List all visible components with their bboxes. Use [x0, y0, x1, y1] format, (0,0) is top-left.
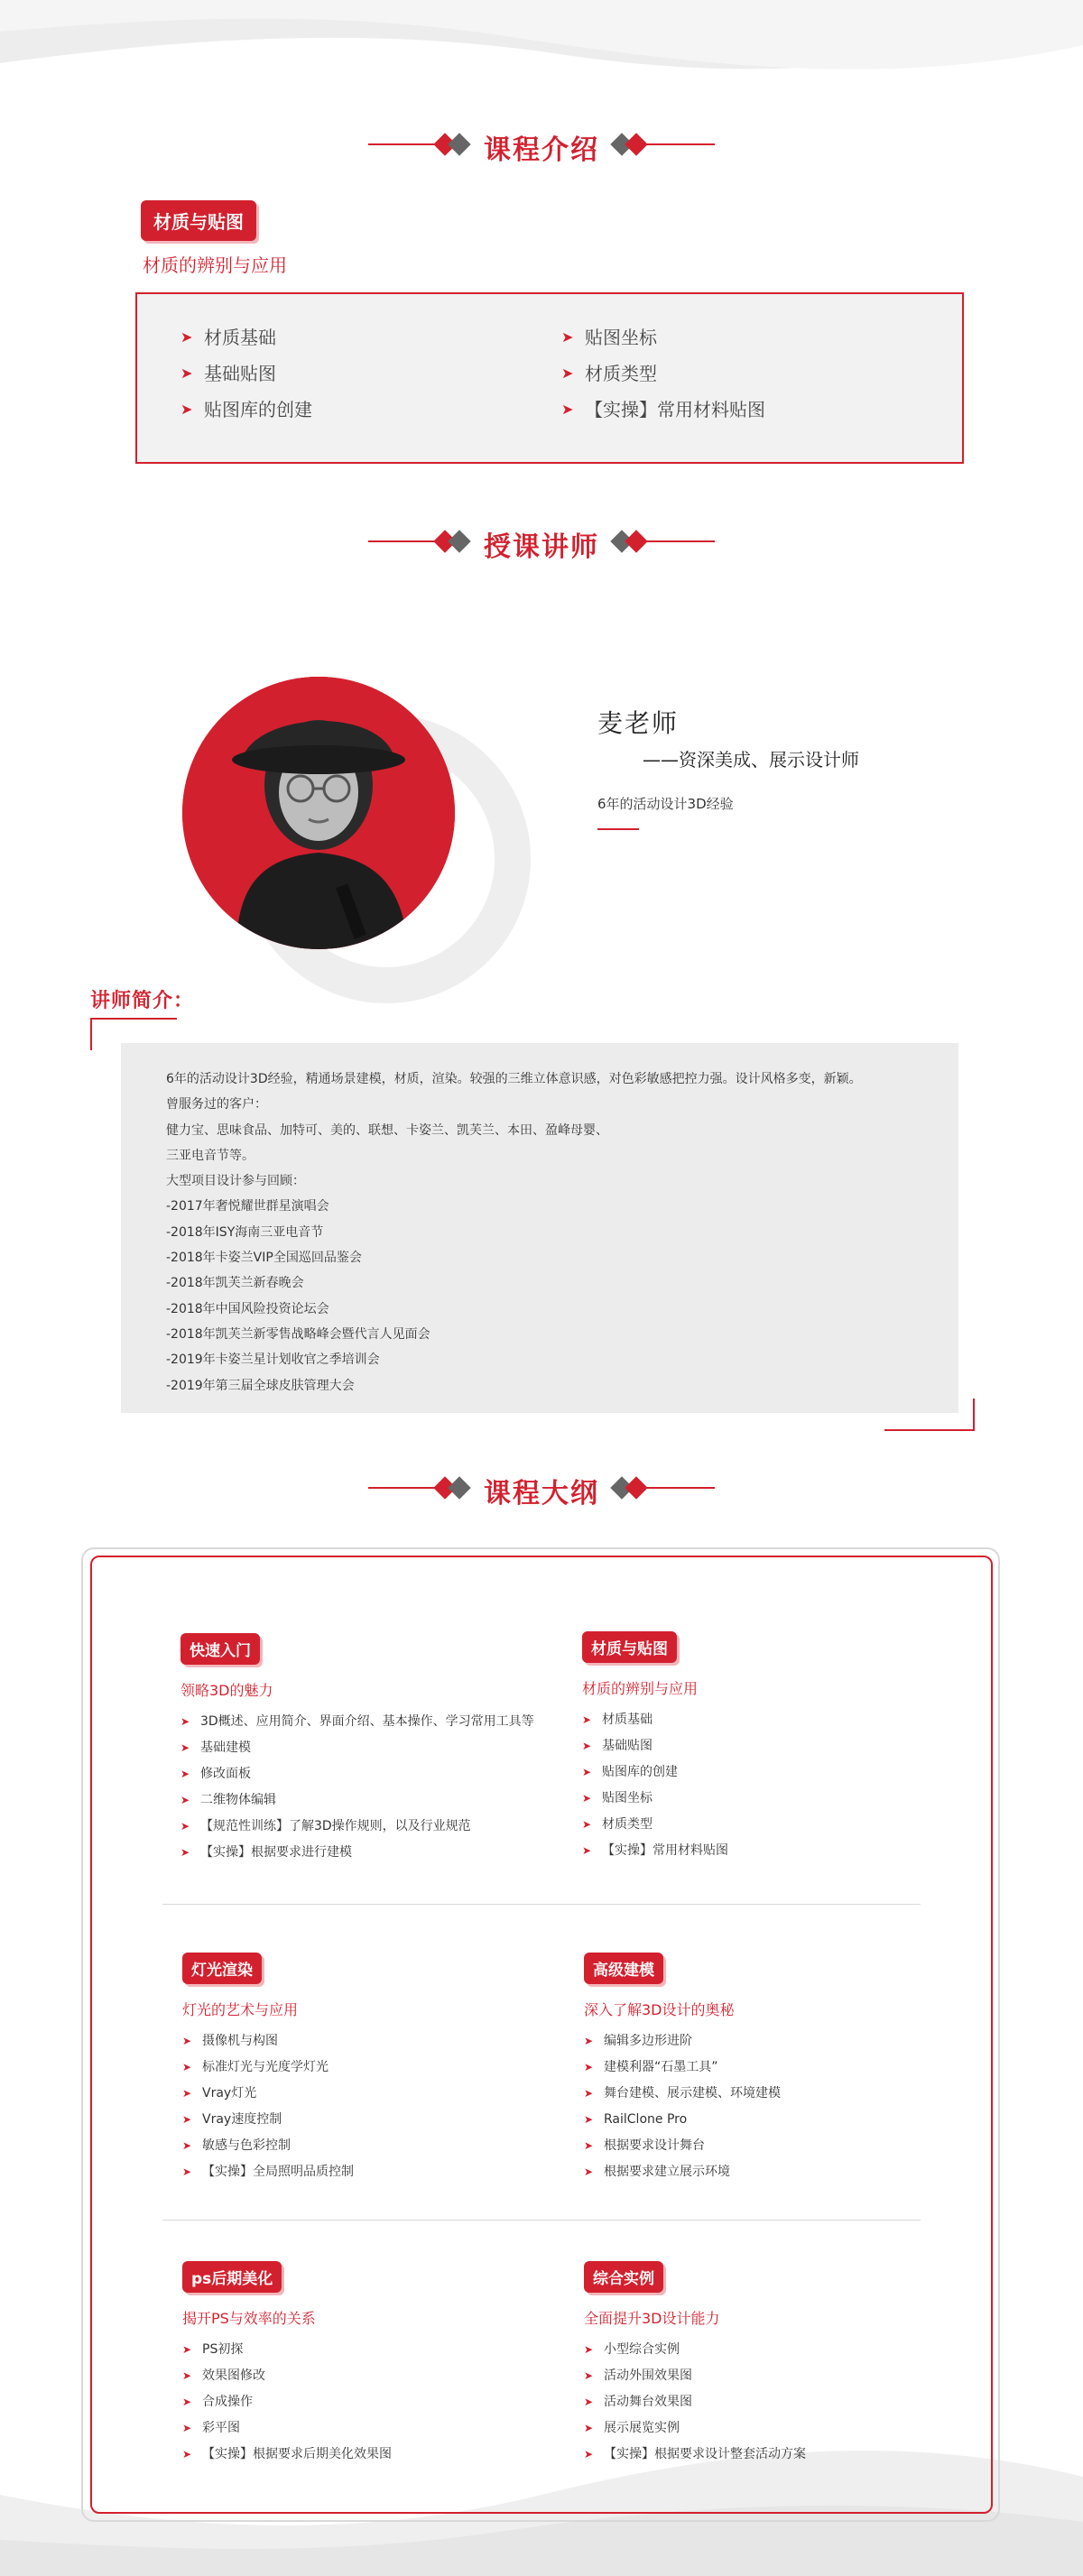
red-arrow-icon: ➤ — [182, 2165, 192, 2178]
list-item: ➤ 展示展览实例 — [584, 2415, 963, 2442]
list-item: ➤ 舞台建模、展示建模、环境建模 — [584, 2081, 963, 2107]
module-subtitle: 灯光的艺术与应用 — [182, 2001, 299, 2018]
module-card — [182, 2261, 561, 2468]
list-item: ➤ Vray灯光 — [182, 2081, 561, 2107]
module-subtitle: 揭开PS与效率的关系 — [182, 2310, 316, 2327]
red-arrow-icon: ➤ — [584, 2165, 594, 2178]
intro-list-left — [180, 319, 312, 428]
top-wave-decoration — [0, 0, 1083, 99]
section-title: 课程介绍 — [484, 134, 599, 166]
list-item: ➤ 3D概述、应用简介、界面介绍、基本操作、学习常用工具等 — [180, 1709, 560, 1735]
list-item: ➤ 贴图坐标 — [582, 1786, 961, 1812]
list-item: ➤ 二维物体编辑 — [180, 1787, 560, 1814]
red-arrow-icon: ➤ — [180, 401, 193, 418]
module-subtitle: 领略3D的魅力 — [180, 1682, 273, 1699]
list-item: ➤ 活动外围效果图 — [584, 2363, 963, 2389]
red-arrow-icon: ➤ — [584, 2448, 594, 2461]
teacher-name: 麦老师 — [597, 708, 680, 738]
red-arrow-icon: ➤ — [182, 2087, 192, 2100]
red-arrow-icon: ➤ — [180, 1741, 190, 1754]
red-arrow-icon: ➤ — [584, 2087, 594, 2100]
section-heading-outline — [0, 1465, 1083, 1510]
red-arrow-icon: ➤ — [180, 328, 193, 346]
list-item: ➤ 根据要求建立展示环境 — [584, 2159, 963, 2185]
list-item: ➤ 彩平图 — [182, 2415, 561, 2442]
list-item: ➤ 【实操】根据要求设计整套活动方案 — [584, 2442, 963, 2468]
list-item: ➤ 基础建模 — [180, 1735, 560, 1761]
module-list — [182, 2028, 561, 2185]
module-badge: ps后期美化 — [182, 2261, 282, 2293]
module-badge: 综合实例 — [584, 2261, 663, 2293]
section-heading-teacher — [0, 519, 1083, 564]
list-item: ➤ RailClone Pro — [584, 2107, 963, 2133]
module-badge: 高级建模 — [584, 1953, 663, 1984]
red-arrow-icon: ➤ — [182, 2035, 192, 2047]
red-arrow-icon: ➤ — [582, 1713, 592, 1726]
module-list — [584, 2337, 963, 2468]
red-arrow-icon: ➤ — [182, 2343, 192, 2356]
module-badge: 灯光渲染 — [182, 1953, 262, 1984]
red-arrow-icon: ➤ — [561, 365, 574, 382]
module-list — [584, 2028, 963, 2185]
teacher-title: ——资深美成、展示设计师 — [643, 749, 859, 771]
list-item: ➤ 根据要求设计舞台 — [584, 2133, 963, 2159]
list-item: ➤ 【实操】常用材料贴图 — [582, 1838, 961, 1864]
list-item: ➤ Vray速度控制 — [182, 2107, 561, 2133]
red-arrow-icon: ➤ — [584, 2139, 594, 2152]
list-item: ➤ 编辑多边形进阶 — [584, 2028, 963, 2054]
list-item: ➤ 【实操】常用材料贴图 — [561, 392, 765, 428]
red-arrow-icon: ➤ — [182, 2448, 192, 2461]
module-card — [180, 1633, 560, 1866]
red-arrow-icon: ➤ — [584, 2369, 594, 2382]
list-item: ➤ PS初探 — [182, 2337, 561, 2363]
bio-line: -2018年凯芙兰新春晚会 — [166, 1276, 304, 1291]
red-arrow-icon: ➤ — [582, 1740, 592, 1752]
list-item: ➤ 标准灯光与光度学灯光 — [182, 2054, 561, 2081]
red-arrow-icon: ➤ — [180, 1820, 190, 1833]
bio-line: 健力宝、思味食品、加特可、美的、联想、卡姿兰、凯芙兰、本田、盈峰母婴、 — [166, 1122, 608, 1138]
red-arrow-icon: ➤ — [582, 1818, 592, 1831]
list-item: ➤ 材质基础 — [180, 319, 312, 355]
red-arrow-icon: ➤ — [180, 365, 193, 382]
module-badge: 材质与贴图 — [582, 1631, 677, 1663]
bio-line: 大型项目设计参与回顾： — [166, 1174, 305, 1189]
module-subtitle: 深入了解3D设计的奥秘 — [584, 2001, 735, 2018]
list-item: ➤ 活动舞台效果图 — [584, 2389, 963, 2415]
bio-line: -2018年中国风险投资论坛会 — [166, 1301, 329, 1316]
red-arrow-icon: ➤ — [582, 1766, 592, 1778]
red-arrow-icon: ➤ — [182, 2396, 192, 2408]
bio-line: 曾服务过的客户： — [166, 1097, 267, 1113]
module-list — [182, 2337, 561, 2468]
module-list — [180, 1709, 560, 1866]
bio-line: -2018年卡姿兰VIP全国巡回品鉴会 — [166, 1251, 362, 1266]
list-item: ➤ 建模利器“石墨工具” — [584, 2054, 963, 2081]
red-arrow-icon: ➤ — [584, 2422, 594, 2434]
list-item: ➤ 【实操】根据要求进行建模 — [180, 1840, 560, 1866]
red-arrow-icon: ➤ — [584, 2061, 594, 2073]
corner-decoration — [884, 1399, 975, 1431]
teacher-experience: 6年的活动设计3D经验 — [597, 796, 734, 812]
list-item: ➤ 效果图修改 — [182, 2363, 561, 2389]
list-item: ➤ 基础贴图 — [582, 1733, 961, 1759]
red-arrow-icon: ➤ — [582, 1844, 592, 1857]
list-item: ➤ 【规范性训练】了解3D操作规则，以及行业规范 — [180, 1814, 560, 1840]
list-item: ➤ 小型综合实例 — [584, 2337, 963, 2363]
list-item: ➤ 材质基础 — [582, 1707, 961, 1733]
bio-line: -2017年奢悦耀世群星演唱会 — [166, 1199, 329, 1214]
red-arrow-icon: ➤ — [561, 328, 574, 346]
red-arrow-icon: ➤ — [584, 2035, 594, 2047]
red-arrow-icon: ➤ — [182, 2369, 192, 2382]
section-heading-intro — [0, 122, 1083, 167]
red-arrow-icon: ➤ — [182, 2422, 192, 2434]
red-arrow-icon: ➤ — [584, 2113, 594, 2126]
bio-line: -2018年凯芙兰新零售战略峰会暨代言人见面会 — [166, 1326, 430, 1342]
module-card — [582, 1631, 961, 1864]
bio-line: 三亚电音节等。 — [166, 1148, 255, 1163]
red-arrow-icon: ➤ — [180, 1794, 190, 1806]
section-title: 课程大纲 — [484, 1478, 599, 1510]
red-arrow-icon: ➤ — [182, 2061, 192, 2073]
list-item: ➤ 【实操】全局照明品质控制 — [182, 2159, 561, 2185]
red-arrow-icon: ➤ — [561, 401, 574, 418]
teacher-portrait-icon — [182, 677, 455, 949]
red-arrow-icon: ➤ — [180, 1768, 190, 1780]
teacher-photo — [182, 677, 455, 949]
module-card — [584, 1953, 963, 2185]
intro-panel — [135, 292, 964, 464]
red-arrow-icon: ➤ — [182, 2139, 192, 2152]
section-title: 授课讲师 — [484, 531, 599, 563]
list-item: ➤ 贴图库的创建 — [582, 1759, 961, 1786]
module-divider — [162, 1904, 921, 1905]
list-item: ➤ 贴图坐标 — [561, 319, 765, 355]
red-arrow-icon: ➤ — [182, 2113, 192, 2126]
module-card — [584, 2261, 963, 2468]
red-arrow-icon: ➤ — [180, 1715, 190, 1728]
accent-line — [597, 828, 639, 830]
module-subtitle: 全面提升3D设计能力 — [584, 2310, 720, 2327]
bio-line: -2019年第三届全球皮肤管理大会 — [166, 1378, 355, 1393]
bio-panel — [121, 1043, 958, 1413]
bio-line: 6年的活动设计3D经验，精通场景建模，材质，渲染。较强的三维立体意识感，对色彩敏感把控力强。设计风格多变，新颖。 — [166, 1072, 862, 1086]
list-item: ➤ 敏感与色彩控制 — [182, 2133, 561, 2159]
module-subtitle: 材质的辨别与应用 — [582, 1680, 699, 1697]
list-item: ➤ 修改面板 — [180, 1761, 560, 1787]
module-card — [182, 1953, 561, 2185]
bio-heading: 讲师简介： — [90, 990, 195, 1012]
module-subtitle: 材质的辨别与应用 — [143, 254, 287, 276]
red-arrow-icon: ➤ — [584, 2343, 594, 2356]
list-item: ➤ 材质类型 — [561, 355, 765, 392]
bio-line: -2018年ISY海南三亚电音节 — [166, 1224, 324, 1240]
module-badge: 材质与贴图 — [141, 200, 256, 241]
list-item: ➤ 基础贴图 — [180, 355, 312, 392]
red-arrow-icon: ➤ — [180, 1846, 190, 1859]
list-item: ➤ 摄像机与构图 — [182, 2028, 561, 2054]
bio-line: -2019年卡姿兰星计划收官之季培训会 — [166, 1353, 380, 1368]
list-item: ➤ 贴图库的创建 — [180, 392, 312, 428]
module-divider — [162, 2220, 921, 2221]
list-item: ➤ 【实操】根据要求后期美化效果图 — [182, 2442, 561, 2468]
list-item: ➤ 材质类型 — [582, 1812, 961, 1838]
module-list — [582, 1707, 961, 1864]
red-arrow-icon: ➤ — [584, 2396, 594, 2408]
module-badge: 快速入门 — [180, 1633, 260, 1665]
red-arrow-icon: ➤ — [582, 1792, 592, 1805]
intro-list-right — [561, 319, 765, 428]
list-item: ➤ 合成操作 — [182, 2389, 561, 2415]
